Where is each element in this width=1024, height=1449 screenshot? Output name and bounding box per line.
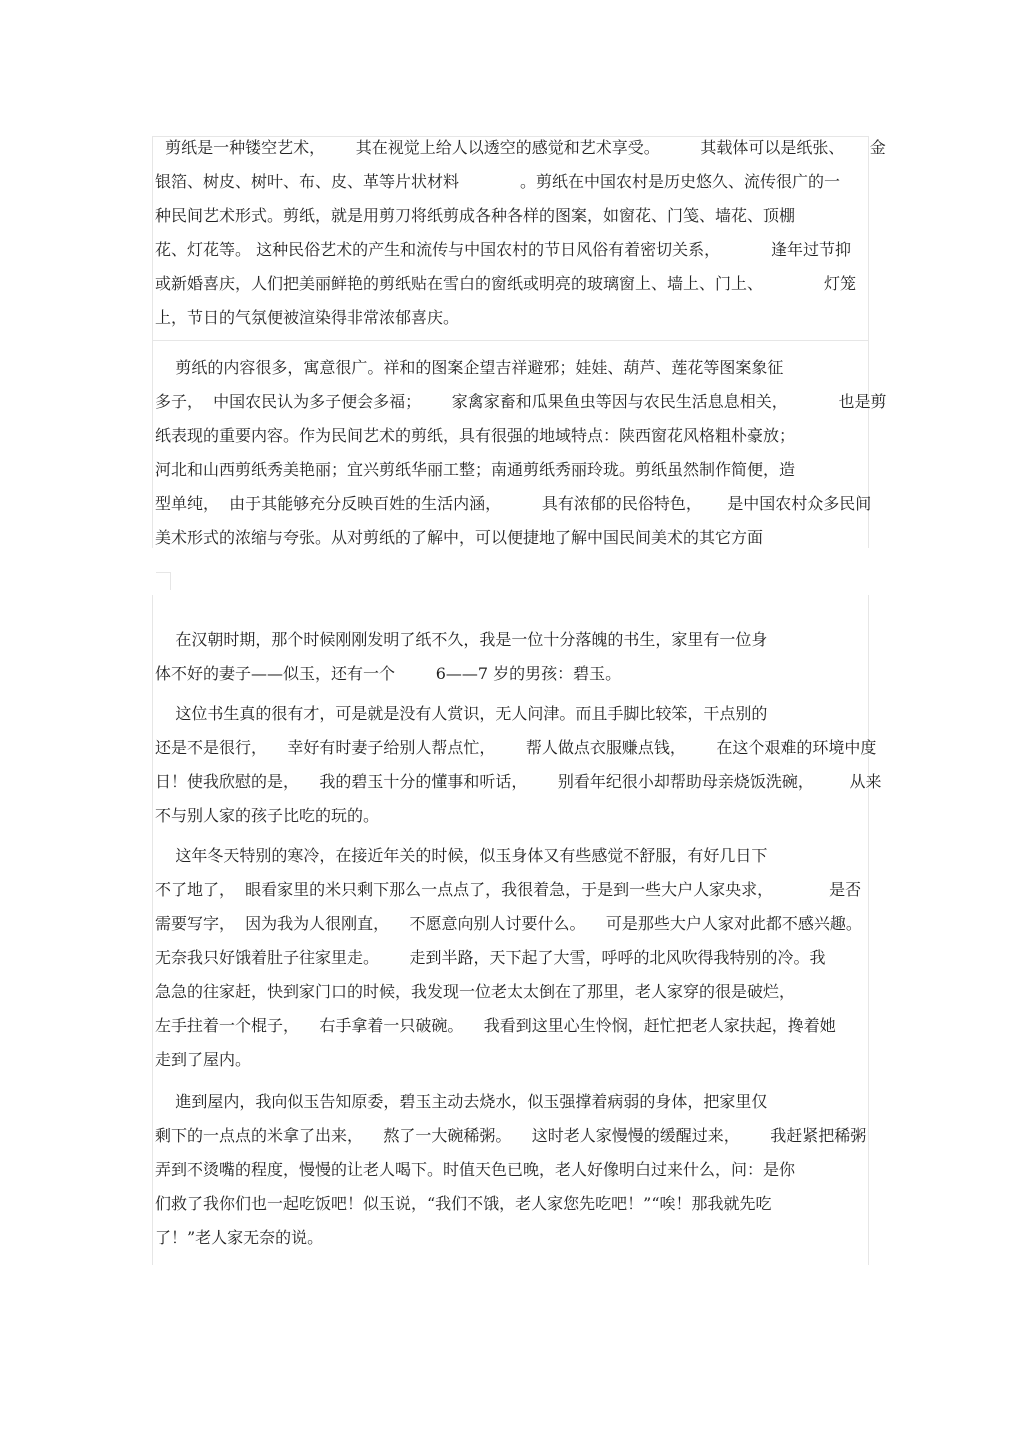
section1-text-line: 上，节日的气氛便被渲染得非常浓郁喜庆。 xyxy=(155,308,460,327)
section3-text-line: 日！使我欣慰的是， 我的碧玉十分的懂事和听话， 别看年纪很小却帮助母亲烧饭洗碗， 从来 xyxy=(155,772,882,791)
section3-text-line: 進到屋内，我向似玉告知原委，碧玉主动去烧水，似玉强撑着病弱的身体，把家里仅 xyxy=(155,1092,768,1111)
rule-top-1 xyxy=(152,136,868,137)
section3-text-line: 走到了屋内。 xyxy=(155,1050,252,1069)
section2-text-line: 剪纸的内容很多，寓意很广。祥和的图案企望吉祥避邪；娃娃、葫芦、莲花等图案象征 xyxy=(155,358,784,377)
section3-text-line: 需要写字， 因为我为人很刚直， 不愿意向别人讨要什么。 可是那些大户人家对此都不感兴趣。 xyxy=(155,914,862,933)
section3-text-line: 弄到不烫嘴的程度，慢慢的让老人喝下。时值天色已晚，老人好像明白过来什么，问：是你 xyxy=(155,1160,796,1179)
section2-text-line: 美术形式的浓缩与夸张。从对剪纸的了解中，可以便捷地了解中国民间美术的其它方面 xyxy=(155,528,764,547)
section3-text-line: 不了地了， 眼看家里的米只剩下那么一点点了，我很着急，于是到一些大户人家央求， 是否 xyxy=(155,880,862,899)
section1-text-line: 或新婚喜庆，人们把美丽鲜艳的剪纸贴在雪白的窗纸或明亮的玻璃窗上、墙上、门上、 灯笼 xyxy=(155,274,857,293)
section1-text-line: 剪纸是一种镂空艺术， 其在视觉上给人以透空的感觉和艺术享受。 其载体可以是纸张、 金 xyxy=(155,138,886,157)
rule-left-1 xyxy=(152,136,153,548)
section3-text-line: 这年冬天特别的寒冷，在接近年关的时候，似玉身体又有些感觉不舒服，有好几日下 xyxy=(155,846,768,865)
section3-text-line: 急急的往家赶，快到家门口的时候，我发现一位老太太倒在了那里，老人家穿的很是破烂， xyxy=(155,982,796,1001)
section1-text-line: 银箔、树皮、树叶、布、皮、革等片状材料 。剪纸在中国农村是历史悠久、流传很广的一 xyxy=(155,172,841,191)
section1-text-line: 种民间艺术形式。剪纸，就是用剪刀将纸剪成各种各样的图案，如窗花、门笺、墙花、顶棚 xyxy=(155,206,796,225)
rule-right-2 xyxy=(868,595,869,1265)
section3-text-line: 左手拄着一个棍子， 右手拿着一只破碗。 我看到这里心生怜悯，赶忙把老人家扶起，搀着她 xyxy=(155,1016,836,1035)
section3-text-line: 在汉朝时期，那个时候刚刚发明了纸不久，我是一位十分落魄的书生，家里有一位身 xyxy=(155,630,768,649)
section3-text-line: 还是不是很行， 幸好有时妻子给别人帮点忙， 帮人做点衣服赚点钱， 在这个艰难的环境中度 xyxy=(155,738,877,757)
section3-text-line: 们救了我你们也一起吃饭吧！似玉说，“我们不饿，老人家您先吃吧！”“唉！那我就先吃 xyxy=(155,1194,772,1213)
rule-right-1 xyxy=(868,136,869,548)
section2-text-line: 型单纯， 由于其能够充分反映百姓的生活内涵， 具有浓郁的民俗特色， 是中国农村众多民间 xyxy=(155,494,872,513)
section3-text-line: 剩下的一点点的米拿了出来， 熬了一大碗稀粥。 这时老人家慢慢的缓醒过来， 我赶紧把稀粥 xyxy=(155,1126,867,1145)
corner-mark-h xyxy=(156,572,171,573)
section2-text-line: 河北和山西剪纸秀美艳丽；宜兴剪纸华丽工整；南通剪纸秀丽玲珑。剪纸虽然制作简便，造 xyxy=(155,460,796,479)
section3-text-line: 体不好的妻子——似玉，还有一个 6——7 岁的男孩：碧玉。 xyxy=(155,664,622,683)
section1-text-line: 花、灯花等。 这种民俗艺术的产生和流传与中国农村的节日风俗有着密切关系， 逢年过节抑 xyxy=(155,240,851,259)
section3-text-line: 无奈我只好饿着肚子往家里走。 走到半路，天下起了大雪，呼呼的北风吹得我特别的冷。我 xyxy=(155,948,826,967)
section3-text-line: 不与别人家的孩子比吃的玩的。 xyxy=(155,806,380,825)
section2-text-line: 纸表现的重要内容。作为民间艺术的剪纸，具有很强的地域特点：陕西窗花风格粗朴豪放； xyxy=(155,426,796,445)
rule-left-2 xyxy=(152,595,153,1265)
section3-text-line: 这位书生真的很有才，可是就是没有人赏识，无人问津。而且手脚比较笨，干点别的 xyxy=(155,704,768,723)
corner-mark xyxy=(170,572,171,590)
section3-text-line: 了！”老人家无奈的说。 xyxy=(155,1228,324,1247)
section2-text-line: 多子， 中国农民认为多子便会多福； 家禽家畜和瓜果鱼虫等因与农民生活息息相关， 也是剪 xyxy=(155,392,887,411)
rule-mid-1 xyxy=(152,340,868,341)
